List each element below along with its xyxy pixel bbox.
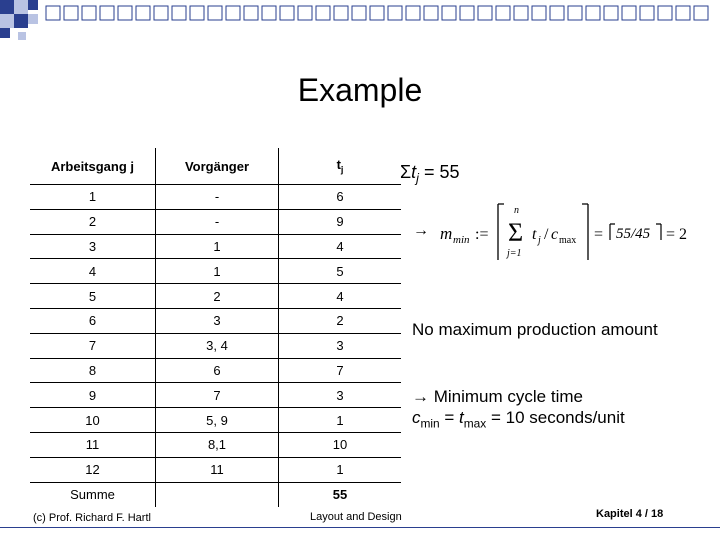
formula-t-sub: j bbox=[538, 235, 541, 246]
table-row bbox=[30, 432, 401, 457]
cell-arbeitsgang: 8 bbox=[30, 358, 156, 383]
cell-time: 3 bbox=[279, 333, 402, 358]
cell-arbeitsgang: 2 bbox=[30, 209, 156, 234]
cell-time: 6 bbox=[279, 185, 402, 210]
cell-time: 5 bbox=[279, 259, 402, 284]
cell-time: 10 bbox=[279, 432, 402, 457]
formula-frac: 55/45 bbox=[616, 226, 651, 242]
cell-vorgaenger: - bbox=[156, 209, 279, 234]
cell-arbeitsgang: 7 bbox=[30, 333, 156, 358]
table-row bbox=[30, 185, 401, 210]
formula-t: t bbox=[532, 226, 537, 243]
operations-table bbox=[30, 148, 401, 507]
table-row bbox=[30, 333, 401, 358]
cell-arbeitsgang: 11 bbox=[30, 432, 156, 457]
arrow-right-icon: → bbox=[412, 387, 429, 406]
min-cycle-note: → Minimum cycle time $c_{min} = t_{max} = 10$ seconds/unit bbox=[412, 387, 625, 431]
header-arbeitsgang: Arbeitsgang j bbox=[30, 148, 156, 185]
sum-label: Summe bbox=[70, 487, 115, 503]
slide-title: Example bbox=[297, 72, 423, 108]
cell-vorgaenger: - bbox=[156, 185, 279, 210]
cell-time: 2 bbox=[279, 308, 402, 333]
cell-vorgaenger: 1 bbox=[156, 259, 279, 284]
cell-vorgaenger: 6 bbox=[156, 358, 279, 383]
table-row bbox=[30, 383, 401, 408]
cell-time: 3 bbox=[279, 383, 402, 408]
formula-equals2: = 2 bbox=[666, 226, 688, 243]
table-row bbox=[30, 308, 401, 333]
cell-arbeitsgang: 3 bbox=[30, 234, 156, 259]
table-row bbox=[30, 209, 401, 234]
table-row bbox=[30, 457, 401, 482]
cell-arbeitsgang: 5 bbox=[30, 284, 156, 309]
table-header-row bbox=[30, 148, 401, 185]
footer-page: Kapitel 4 / 18 bbox=[596, 508, 664, 520]
formula-slash: / bbox=[544, 226, 549, 243]
formula-c: c bbox=[551, 226, 559, 243]
table-row bbox=[30, 259, 401, 284]
cell-arbeitsgang: 12 bbox=[30, 457, 156, 482]
cell-vorgaenger: 11 bbox=[156, 457, 279, 482]
min-stations-formula bbox=[440, 196, 705, 266]
cell-vorgaenger: 3, 4 bbox=[156, 333, 279, 358]
footer-author: (c) Prof. Richard F. Hartl bbox=[33, 512, 151, 524]
formula-m: m bbox=[440, 224, 453, 243]
sum-empty bbox=[156, 482, 279, 507]
table-body bbox=[30, 185, 401, 507]
cell-arbeitsgang: 6 bbox=[30, 308, 156, 333]
table-sum-row bbox=[30, 482, 401, 507]
formula-m-sub: min bbox=[453, 234, 470, 246]
cell-time: 4 bbox=[279, 234, 402, 259]
formula-sum-top: n bbox=[514, 205, 519, 216]
cell-time: 7 bbox=[279, 358, 402, 383]
cell-arbeitsgang: 9 bbox=[30, 383, 156, 408]
cell-time: 1 bbox=[279, 457, 402, 482]
no-max-note: No maximum production amount bbox=[412, 320, 658, 339]
footer-divider bbox=[0, 527, 720, 528]
header-time: $t_j$ bbox=[279, 148, 402, 185]
cell-time: 1 bbox=[279, 408, 402, 433]
arrow-right-icon: → bbox=[413, 222, 429, 239]
cell-vorgaenger: 7 bbox=[156, 383, 279, 408]
table-row bbox=[30, 284, 401, 309]
cell-vorgaenger: 3 bbox=[156, 308, 279, 333]
formula-sum-bottom: j=1 bbox=[507, 248, 522, 259]
sum-value: 55 bbox=[279, 482, 402, 507]
formula-equals1: = bbox=[594, 226, 604, 243]
footer-topic: Layout and Design bbox=[310, 511, 402, 523]
cell-vorgaenger: 8,1 bbox=[156, 432, 279, 457]
cell-arbeitsgang: 4 bbox=[30, 259, 156, 284]
cell-vorgaenger: 5, 9 bbox=[156, 408, 279, 433]
cell-time: 4 bbox=[279, 284, 402, 309]
formula-c-sub: max bbox=[559, 235, 577, 246]
cell-arbeitsgang: 1 bbox=[30, 185, 156, 210]
table-row bbox=[30, 234, 401, 259]
table-row bbox=[30, 408, 401, 433]
formula-sigma: Σ bbox=[508, 218, 524, 247]
cell-time: 9 bbox=[279, 209, 402, 234]
table-row bbox=[30, 358, 401, 383]
cell-vorgaenger: 2 bbox=[156, 284, 279, 309]
cell-vorgaenger: 1 bbox=[156, 234, 279, 259]
cell-arbeitsgang: 10 bbox=[30, 408, 156, 433]
formula-assign: := bbox=[475, 226, 489, 243]
header-vorgaenger: Vorgänger bbox=[156, 148, 279, 185]
total-time-text: $\Sigma t_j = 55$ bbox=[400, 162, 460, 186]
